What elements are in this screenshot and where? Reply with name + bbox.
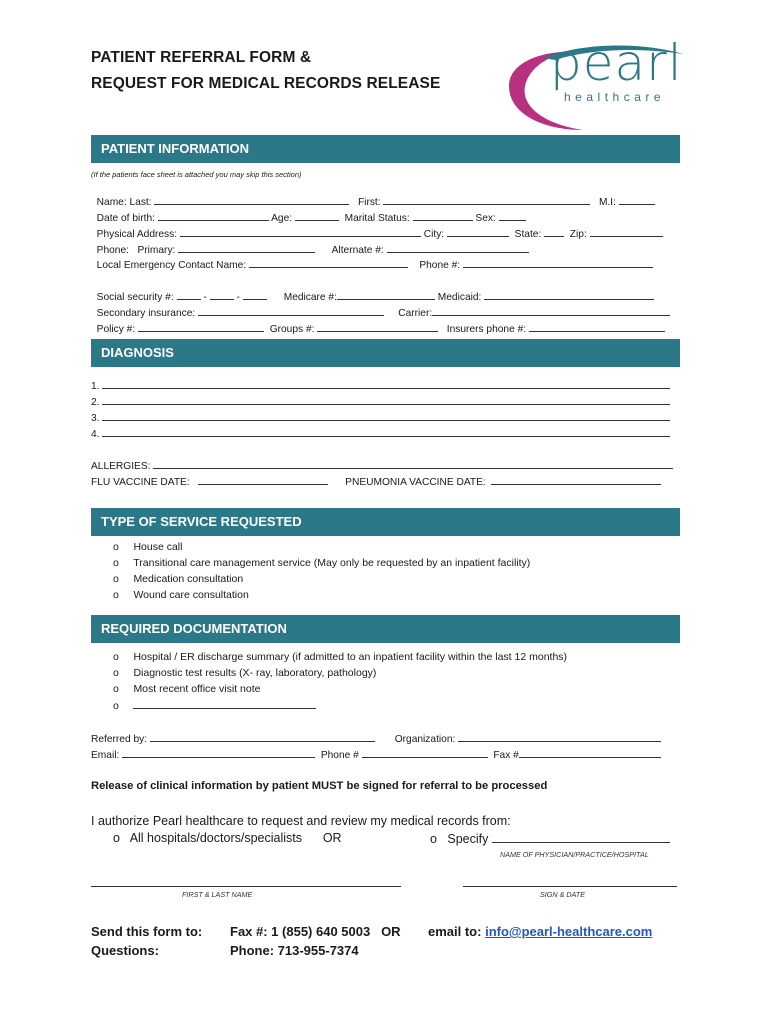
allergies-field[interactable] <box>153 459 673 469</box>
caption-sign: SIGN & DATE <box>540 890 585 899</box>
sign-date-line[interactable] <box>463 874 677 887</box>
diagnosis-3-field[interactable] <box>102 411 670 421</box>
face-sheet-note: (If the patients face sheet is attached you may skip this section) <box>91 170 302 179</box>
policy-row: Policy #: Groups #: Insurers phone #: <box>91 311 665 335</box>
emergency-phone-field[interactable] <box>463 258 653 268</box>
name-row: Name: Last: First: M.I: <box>91 184 655 208</box>
contact-row: Email: Phone # Fax # <box>91 748 661 761</box>
insurance-row: Social security #: - - Medicare #: Medicaid: <box>91 279 654 303</box>
section-title: REQUIRED DOCUMENTATION <box>101 621 287 636</box>
section-bar-documentation <box>91 615 680 643</box>
service-option-medication[interactable]: o Medication consultation <box>113 573 244 585</box>
pearl-healthcare-logo <box>494 22 684 122</box>
referrer-phone-field[interactable] <box>362 748 488 758</box>
zip-field[interactable] <box>590 227 663 237</box>
policy-field[interactable] <box>138 322 264 332</box>
flu-vaccine-field[interactable] <box>198 475 328 485</box>
insurers-phone-field[interactable] <box>529 322 665 332</box>
dob-row: Date of birth: Age: Marital Status: Sex: <box>91 200 526 224</box>
email-row: email to: info@pearl-healthcare.com <box>428 924 653 939</box>
release-option-all[interactable]: o All hospitals/doctors/specialists OR <box>113 831 342 845</box>
caption-name: FIRST & LAST NAME <box>182 890 253 899</box>
section-bar-patient-information <box>91 135 680 163</box>
emergency-contact-field[interactable] <box>249 258 408 268</box>
send-label: Send this form to: <box>91 924 203 939</box>
pneumonia-vaccine-field[interactable] <box>491 475 661 485</box>
release-option-specify[interactable]: o Specify <box>430 831 670 846</box>
specify-field[interactable] <box>492 831 670 843</box>
section-bar-service <box>91 508 680 536</box>
email-link[interactable]: info@pearl-healthcare.com <box>485 924 653 939</box>
diagnosis-1-field[interactable] <box>102 379 670 389</box>
doc-item-discharge[interactable]: o Hospital / ER discharge summary (if admitted to an inpatient facility within the last 12 months) <box>113 651 568 663</box>
doc-item-test-results[interactable]: o Diagnostic test results (X- ray, laboratory, pathology) <box>113 667 377 679</box>
doc-item-office-note[interactable]: o Most recent office visit note <box>113 683 261 695</box>
logo-word: pearl <box>550 34 683 92</box>
fax-number: Fax #: 1 (855) 640 5003 OR <box>230 924 401 939</box>
groups-field[interactable] <box>317 322 438 332</box>
caption-physician: NAME OF PHYSICIAN/PRACTICE/HOSPITAL <box>500 850 649 859</box>
diagnosis-line-4: 4. <box>91 427 670 440</box>
service-option-wound-care[interactable]: o Wound care consultation <box>113 589 249 601</box>
secondary-row: Secondary insurance: Carrier: <box>91 295 670 319</box>
referrer-email-field[interactable] <box>122 748 315 758</box>
address-row: Physical Address: City: State: Zip: <box>91 216 663 240</box>
section-bar-diagnosis <box>91 339 680 367</box>
questions-label: Questions: <box>91 943 159 958</box>
diagnosis-line-1: 1. <box>91 379 670 392</box>
section-title: TYPE OF SERVICE REQUESTED <box>101 514 302 529</box>
diagnosis-line-2: 2. <box>91 395 670 408</box>
form-title-line-2: REQUEST FOR MEDICAL RECORDS RELEASE <box>91 75 441 92</box>
section-title: PATIENT INFORMATION <box>101 141 250 156</box>
allergies-row: ALLERGIES: <box>91 459 673 472</box>
section-title: DIAGNOSIS <box>101 345 174 360</box>
diagnosis-4-field[interactable] <box>102 427 670 437</box>
doc-item-other[interactable]: o <box>113 699 316 712</box>
referred-by-field[interactable] <box>150 732 375 742</box>
service-option-house-call[interactable]: o House call <box>113 541 183 553</box>
organization-field[interactable] <box>458 732 661 742</box>
diagnosis-line-3: 3. <box>91 411 670 424</box>
middle-initial-field[interactable] <box>619 195 655 205</box>
state-field[interactable] <box>544 227 564 237</box>
diagnosis-2-field[interactable] <box>102 395 670 405</box>
form-title-line-1: PATIENT REFERRAL FORM & <box>91 49 312 66</box>
authorize-text: I authorize Pearl healthcare to request and review my medical records from: <box>91 814 511 828</box>
referred-by-row: Referred by: Organization: <box>91 732 661 745</box>
doc-other-field[interactable] <box>133 699 316 709</box>
vaccine-row: FLU VACCINE DATE: PNEUMONIA VACCINE DATE: <box>91 475 661 488</box>
patient-name-signature-line[interactable] <box>91 874 401 887</box>
phone-row: Phone: Primary: Alternate #: <box>91 232 529 256</box>
release-heading: Release of clinical information by patient MUST be signed for referral to be processed <box>91 780 548 792</box>
emergency-row: Local Emergency Contact Name: Phone #: <box>91 247 653 271</box>
logo-tagline: healthcare <box>564 90 666 104</box>
referrer-fax-field[interactable] <box>519 748 661 758</box>
phone-number: Phone: 713-955-7374 <box>230 943 359 958</box>
service-option-transitional[interactable]: o Transitional care management service (May only be requested by an inpatient facility) <box>113 557 531 569</box>
